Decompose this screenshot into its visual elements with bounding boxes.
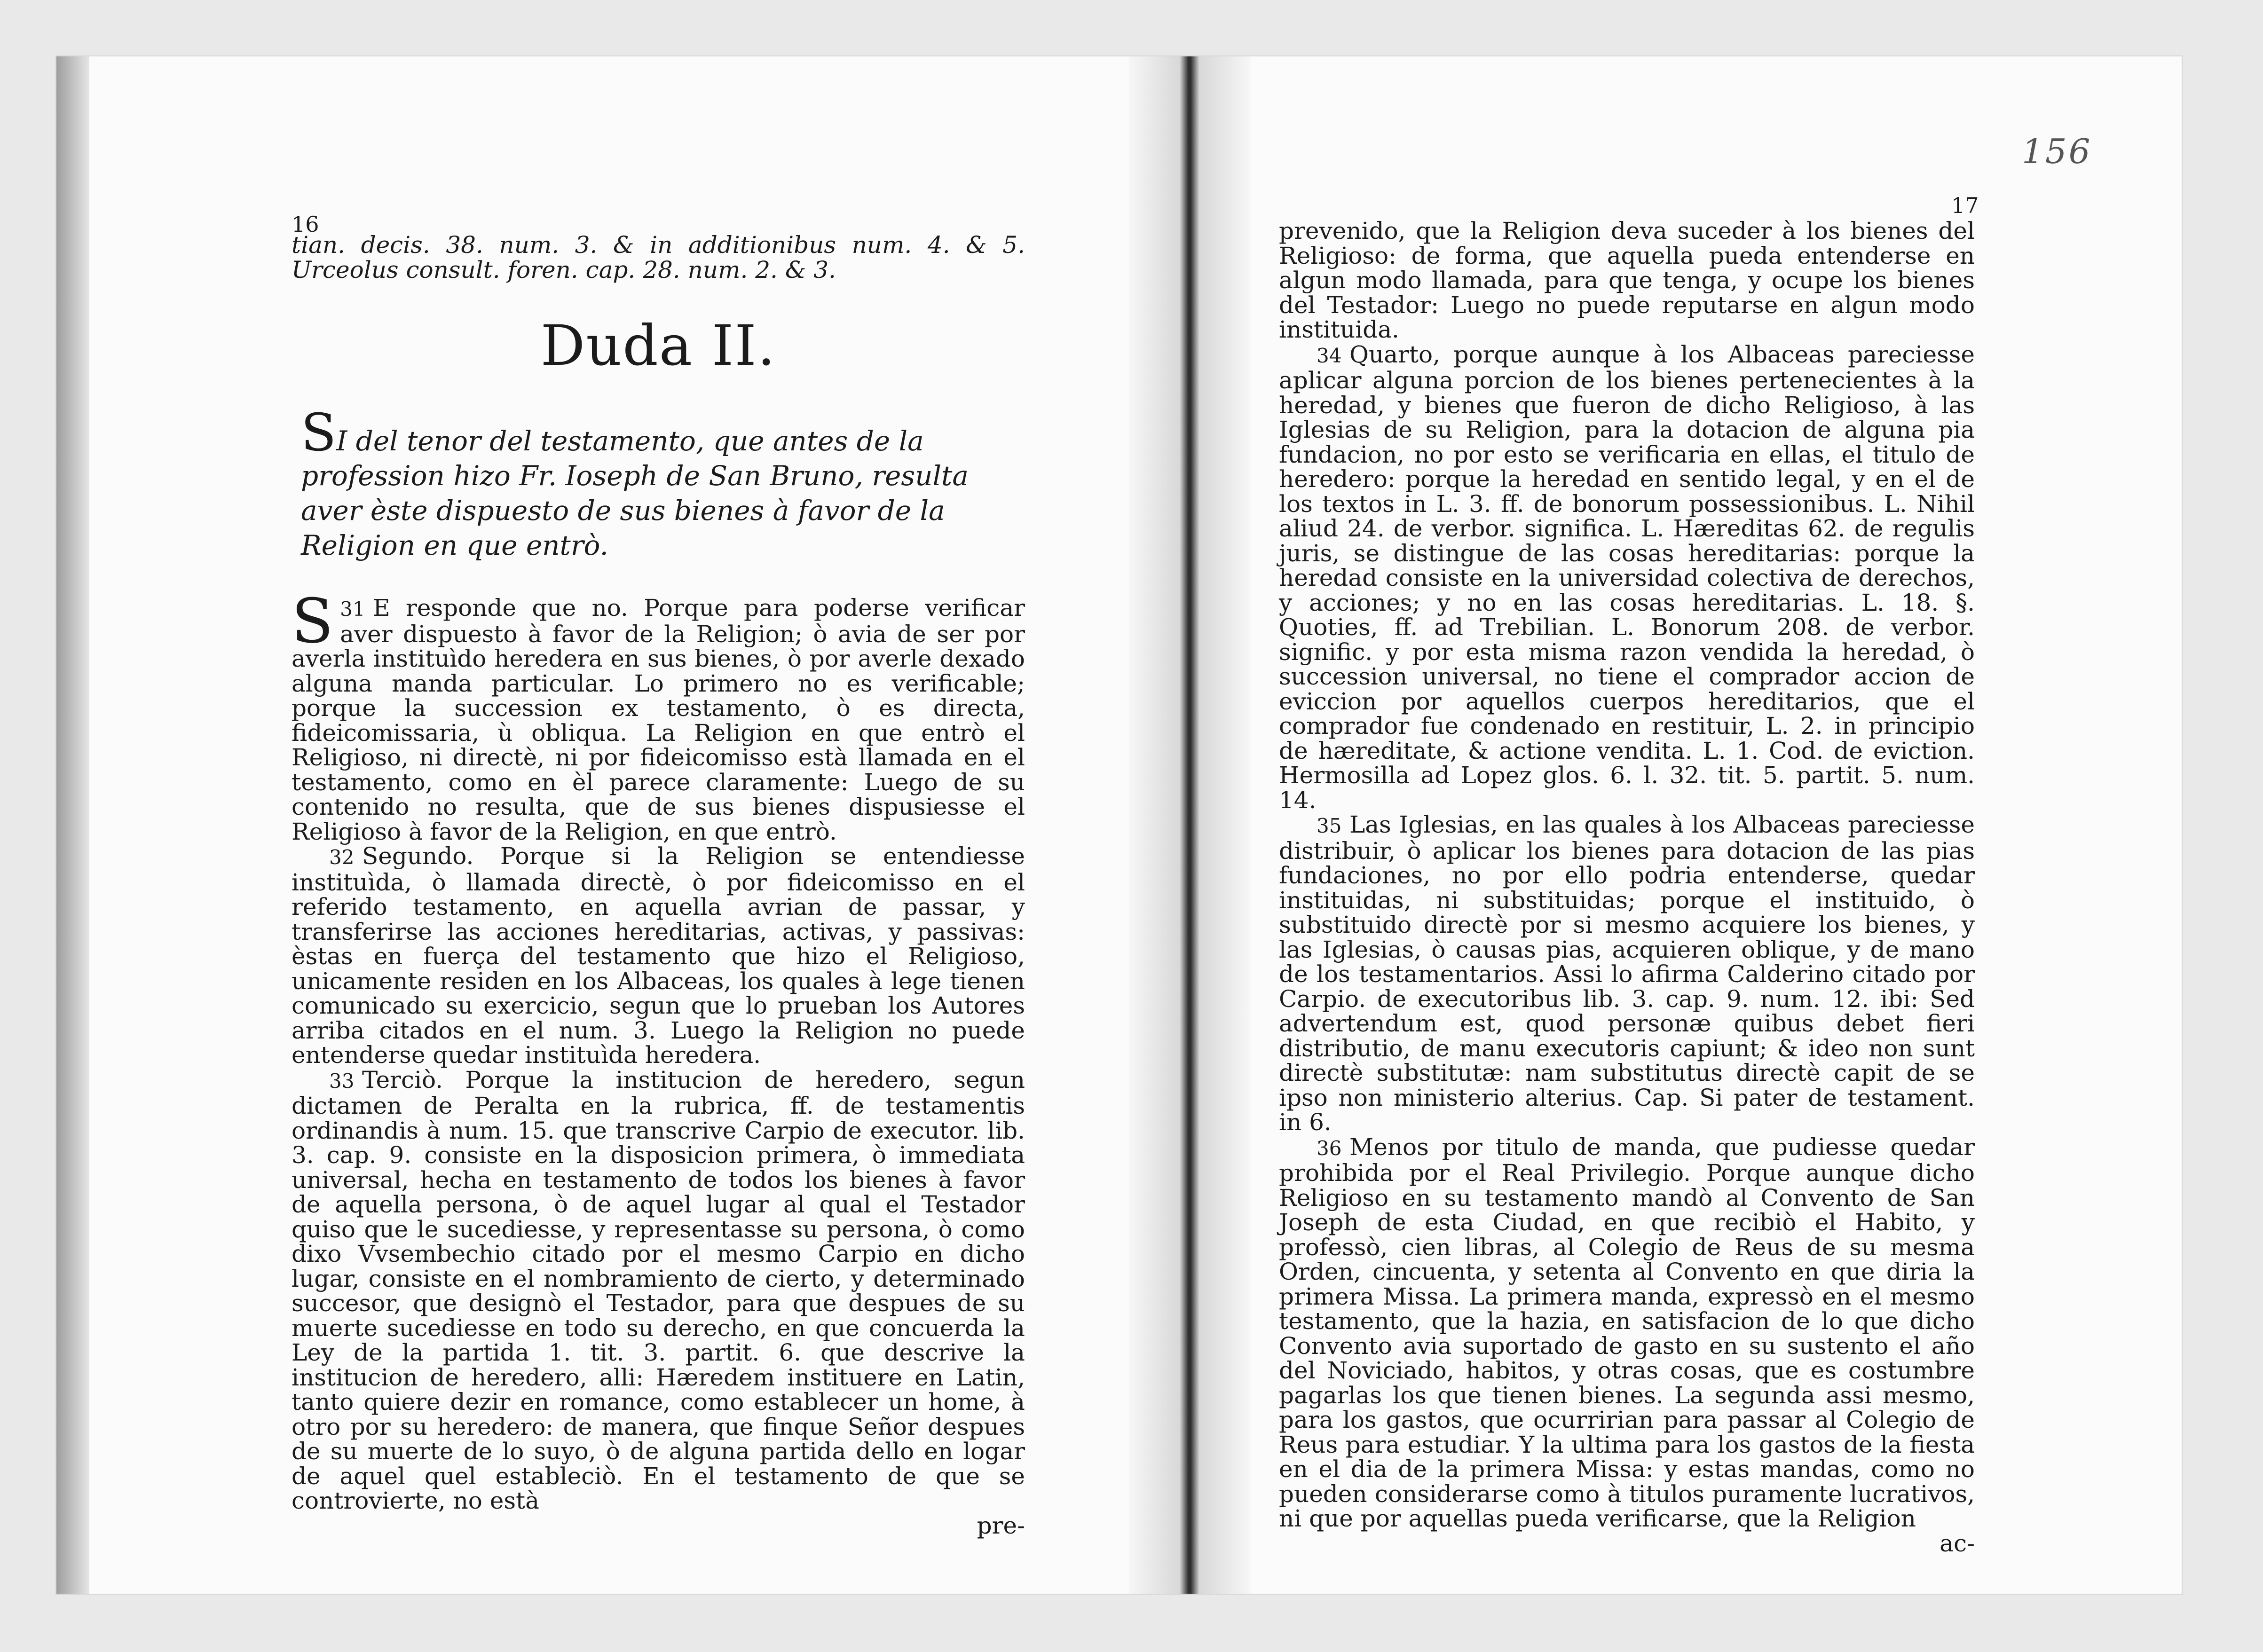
paragraph bbox=[292, 844, 1025, 1068]
drop-cap-s: S bbox=[292, 585, 334, 657]
page-number: 17 bbox=[1951, 193, 1979, 218]
left-text-column bbox=[292, 233, 1025, 1538]
paragraph-number: 31 bbox=[340, 598, 365, 621]
paragraph bbox=[1279, 342, 1975, 813]
book-gutter bbox=[1128, 56, 1251, 1594]
paragraph-text: Las Iglesias, en las quales à los Albaceas pareciesse distribuir, ò aplicar los bienes para dotacion de las pias fundaciones, no por ello podria entenderse, quedar instituidas, ni substituidas; porque el instituido, ò substituido directè por si mesmo acquiere los bienes, y las Iglesias, ò causas pias, acquieren oblique, y de mano de los testamentarios. Assi lo afirma Calderino citado por Carpio. de executoribus lib. 3. cap. 9. num. 12. ibi: Sed advertendum est, quod personæ quibus debet fieri distributio, de manu executoris capiunt; & ideo non sunt directè substitutæ: nam substitutus directè capit de se ipso non ministerio alterius. Cap. Si pater de testament. in 6. bbox=[1279, 811, 1975, 1136]
paragraph-number: 36 bbox=[1317, 1136, 1342, 1160]
paragraph-number: 34 bbox=[1317, 344, 1342, 367]
right-page bbox=[1251, 56, 2182, 1594]
page-number: 16 bbox=[292, 212, 319, 237]
paragraph-number: 33 bbox=[329, 1069, 355, 1093]
paragraph-text: Quarto, porque aunque à los Albaceas pareciesse aplicar alguna porcion de los bienes pertenecientes à la heredad, y bienes que fueron de dicho Religioso, à las Iglesias de su Religion, para la dotacion de alguna pia fundacion, no por esto se verificaria en ellas, el titulo de heredero: porque la heredad en sentido legal, y en el de los textos in L. 3. ff. de bonorum possessionibus. L. Nihil aliud 24. de verbor. significa. L. Hæreditas 62. de regulis juris, se distingue de las cosas hereditarias: porque la heredad consiste en la universidad colectiva de derechos, y acciones; y no en las cosas hereditarias. L. 18. §. Quoties, ff. ad Trebilian. L. Bonorum 208. de verbor. signific. y por esta misma razon vendida la heredad, ò succession universal, no tiene el comprador accion de eviccion por aquellos cuerpos hereditarios, que el comprador fue condenado en restituir, L. 2. in principio de hæreditate, & actione vendita. L. 1. Cod. de eviction. Hermosilla ad Lopez glos. 6. l. 32. tit. 5. partit. 5. num. 14. bbox=[1279, 340, 1975, 814]
paragraph-text: Terciò. Porque la institucion de heredero, segun dictamen de Peralta en la rubrica, ff. de testamentis ordinandis à num. 15. que transcrive Carpio de executor. lib. 3. cap. 9. consiste en la disposicion primera, ò immediata universal, hecha en testamento de todos los bienes à favor de aquella persona, ò de aquel lugar al qual el Testador quiso que le sucediesse, y representasse su persona, ò como dixo Vvsembechio citado por el mesmo Carpio en dicho lugar, consiste en el nombramiento de cierto, y determinado succesor, que designò el Testador, para que despues de su muerte sucediesse en todo su derecho, en que concuerda la Ley de la partida 1. tit. 3. partit. 6. que descrive la institucion de heredero, alli: Hæredem instituere en Latin, tanto quiere dezir en romance, como establecer un home, à otro por su heredero: de manera, que finque Señor despues de su muerte de lo suyo, ò de alguna partida dello en logar de aquel quel estableciò. En el testamento de que se controvierte, no està bbox=[292, 1066, 1025, 1514]
folio-mark: 156 bbox=[2022, 132, 2092, 171]
catchword: ac- bbox=[1940, 1529, 1975, 1557]
right-text-column bbox=[1279, 219, 1975, 1556]
question-text: I del tenor del testamento, que antes de la profession hizo Fr. Ioseph de San Bruno, resulta aver èste dispuesto de sus bienes à favor de la Religion en que entrò. bbox=[301, 425, 969, 561]
continuation-text: tian. decis. 38. num. 3. & in additionibus num. 4. & 5. Urceolus consult. foren. cap. 28. num. 2. & 3. bbox=[292, 231, 1025, 283]
paragraph-number: 32 bbox=[329, 846, 355, 869]
paragraph bbox=[292, 1068, 1025, 1513]
paragraph bbox=[292, 585, 1025, 845]
paragraph bbox=[1279, 812, 1975, 1135]
paragraph-text: Menos por titulo de manda, que pudiesse quedar prohibida por el Real Privilegio. Porque aunque dicho Religioso en su testamento mandò al Convento de San Joseph de esta Ciudad, en que recibiò el Habito, y professò, cien libras, al Colegio de Reus de su mesma Orden, cincuenta, y setenta al Convento en que diria la primera Missa. La primera manda, expressò en el mesmo testamento, que la hazia, en satisfacion de lo que dicho Convento avia suportado de gasto en su sustento el año del Noviciado, habitos, y otras cosas, que es costumbre pagarlas los que tienen bienes. La segunda assi mesmo, para los gastos, que ocurririan para passar al Colegio de Reus para estudiar. Y la ultima para los gastos de la fiesta en el dia de la primera Missa: y estas mandas, como no pueden considerarse como à titulos puramente lucrativos, ni que por aquellas pueda verificarse, que la Religion bbox=[1279, 1133, 1975, 1532]
catchword: pre- bbox=[977, 1511, 1025, 1539]
paragraph bbox=[1279, 1135, 1975, 1531]
open-book bbox=[56, 56, 2182, 1594]
drop-cap-s: S bbox=[301, 402, 337, 463]
paragraph-number: 35 bbox=[1317, 814, 1342, 837]
question-paragraph bbox=[292, 402, 1025, 563]
continuation-text: prevenido, que la Religion deva suceder à los bienes del Religioso: de forma, que aquella pueda entenderse en algun modo llamada, para que tenga, y ocupe los bienes del Testador: Luego no puede reputarse en algun modo instituida. bbox=[1279, 217, 1975, 343]
section-heading: Duda II. bbox=[540, 313, 776, 378]
paragraph-text: Segundo. Porque si la Religion se entendiesse instituìda, ò llamada directè, ò por fideicomisso en el referido testamento, en aquella avrian de passar, y transferirse las acciones hereditarias, activas, y passivas: èstas en fuerça del testamento que hizo el Religioso, unicamente residen en los Albaceas, los quales à lege tienen comunicado su exercicio, segun que lo prueban los Autores arriba citados en el num. 3. Luego la Religion no puede entenderse quedar instituìda heredera. bbox=[292, 842, 1025, 1069]
left-page bbox=[56, 56, 1128, 1594]
paragraph-text: E responde que no. Porque para poderse verificar aver dispuesto à favor de la Religion; ò avia de ser por averla instituìdo heredera en sus bienes, ò por averle dexado alguna manda particular. Lo primero no es verificable; porque la succession ex testamento, ò es directa, fideicomissaria, ù obliqua. La Religion en que entrò el Religioso, ni directè, ni por fideicomisso està llamada en el testamento, como en èl parece claramente: Luego de su contenido no resulta, que de sus bienes dispusiesse el Religioso à favor de la Religion, en que entrò. bbox=[292, 594, 1025, 845]
